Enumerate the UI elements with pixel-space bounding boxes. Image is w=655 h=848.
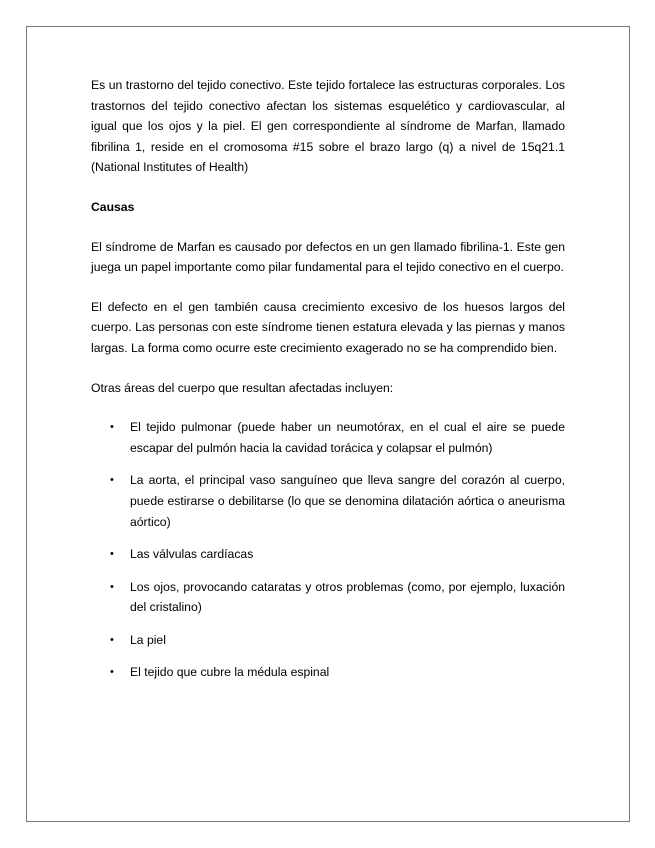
list-intro-paragraph: Otras áreas del cuerpo que resultan afectadas incluyen: [91, 380, 394, 395]
list-item [91, 544, 565, 565]
causas-paragraph-1: El síndrome de Marfan es causado por defectos en un gen llamado fibrilina-1. Este gen juega un papel importante como pilar fundamental para el tejido conectivo en el cuerpo. [91, 239, 565, 275]
bullet-icon: • [110, 666, 114, 679]
bullet-icon: • [110, 580, 114, 593]
bullet-icon: • [110, 474, 114, 487]
affected-areas-list [91, 417, 565, 683]
intro-paragraph: Es un trastorno del tejido conectivo. Este tejido fortalece las estructuras corporales. Los trastornos del tejido conectivo afectan los sistemas esquelético y cardiovascular, al igual que los ojos y la piel. El gen correspondiente al síndrome de Marfan, llamado fibrilina 1, reside en el cromosoma #15 sobre el brazo largo (q) a nivel de 15q21.1 (National Institutes of Health) [91, 78, 565, 175]
list-item-text: La piel [130, 632, 166, 647]
document-page [26, 26, 630, 822]
list-item-text: El tejido pulmonar (puede haber un neumotórax, en el cual el aire se puede escapar del pulmón hacia la cavidad torácica y colapsar el pulmón) [130, 420, 565, 455]
list-item [91, 417, 565, 458]
list-item-text: Los ojos, provocando cataratas y otros problemas (como, por ejemplo, luxación del cristalino) [130, 579, 565, 615]
bullet-icon: • [110, 548, 114, 561]
document-content [91, 75, 565, 695]
section-heading-causas: Causas [91, 199, 135, 214]
list-item [91, 577, 565, 618]
list-item-text: El tejido que cubre la médula espinal [130, 665, 330, 680]
causas-paragraph-2: El defecto en el gen también causa crecimiento excesivo de los huesos largos del cuerpo. Las personas con este síndrome tienen estatura elevada y las piernas y manos largas. La forma como ocurre este crecimiento exagerado no se ha comprendido bien. [91, 299, 565, 355]
list-item [91, 470, 565, 532]
list-item-text: Las válvulas cardíacas [130, 547, 254, 562]
bullet-icon: • [110, 421, 114, 434]
list-item [91, 662, 565, 683]
bullet-icon: • [110, 633, 114, 646]
list-item-text: La aorta, el principal vaso sanguíneo que lleva sangre del corazón al cuerpo, puede estirarse o debilitarse (lo que se denomina dilatación aórtica o aneurisma aórtico) [130, 473, 565, 529]
list-item [91, 630, 565, 651]
